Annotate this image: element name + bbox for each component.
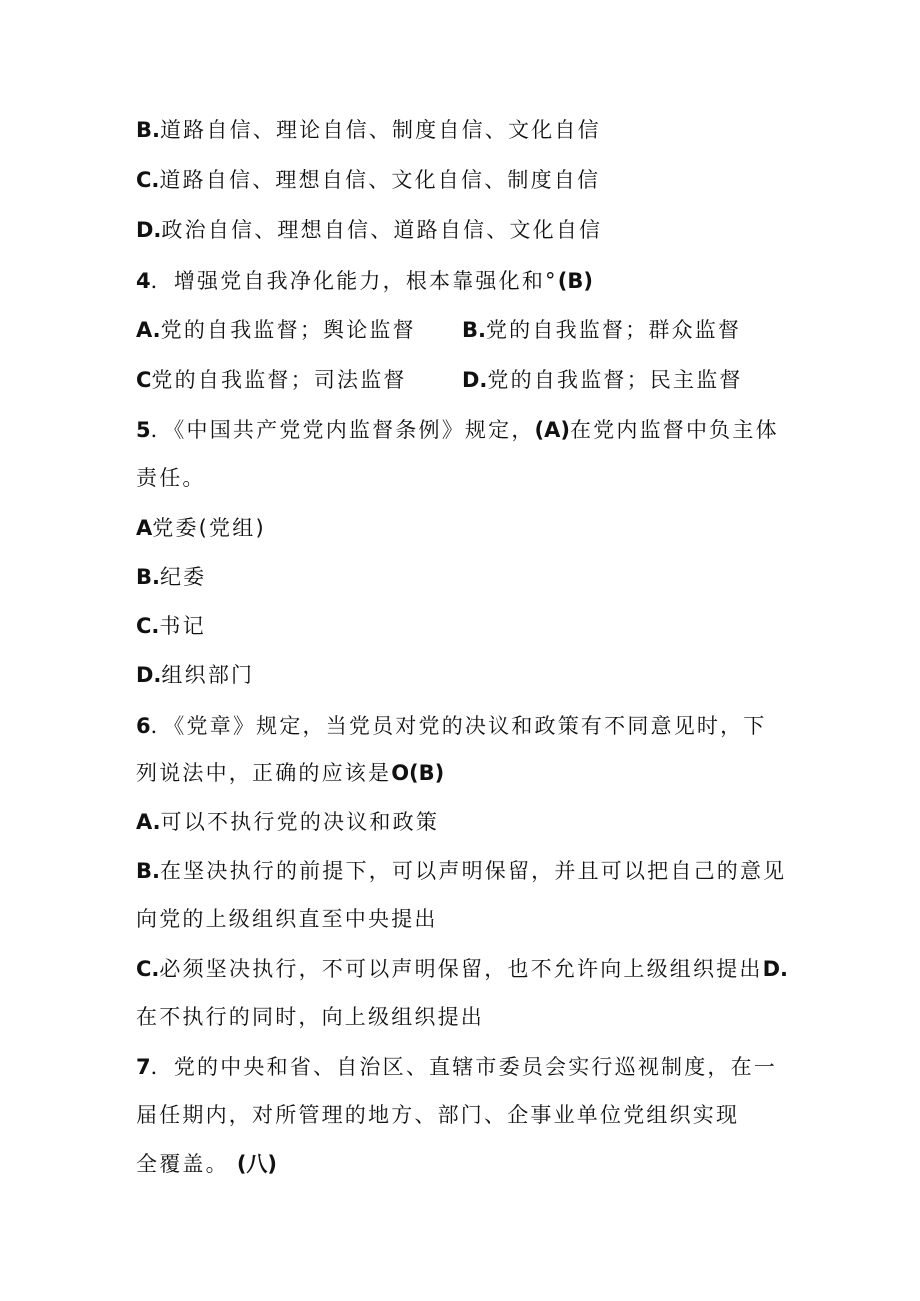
q7-stem-line3 <box>136 1150 277 1178</box>
option-text: 组织部门 <box>161 663 255 687</box>
option-label-d: D. <box>762 957 789 981</box>
q3-option-b <box>136 116 601 144</box>
question-text-cont: 列说法中，正确的应该是 <box>136 761 392 785</box>
question-number: 5 <box>136 418 151 442</box>
option-label: D. <box>136 663 162 687</box>
option-text: 党的自我监督；司法监督 <box>151 368 407 392</box>
q5-stem <box>136 416 779 444</box>
question-text-cont: 全覆盖。 <box>136 1152 229 1176</box>
q6-stem-line2 <box>136 759 444 787</box>
q6-option-d-line2: 在不执行的同时，向上级组织提出 <box>136 1005 484 1029</box>
q3-option-c <box>136 166 600 194</box>
question-answer: (八) <box>236 1152 278 1176</box>
option-label: A. <box>136 810 161 834</box>
option-label: B. <box>136 118 160 142</box>
option-label: C <box>136 368 152 392</box>
option-text: 道路自信、理论自信、制度自信、文化自信 <box>159 118 601 142</box>
q3-option-d <box>136 216 602 244</box>
q4-option-b <box>462 316 741 344</box>
option-text: 党的自我监督；民主监督 <box>487 368 743 392</box>
option-label: C. <box>136 614 160 638</box>
question-number: 4 <box>136 269 151 293</box>
q5-stem-line2: 责任。 <box>136 466 206 490</box>
question-text: ．《中国共产党党内监督条例》规定， <box>150 418 535 442</box>
option-text: 党的自我监督；舆论监督 <box>160 318 416 342</box>
question-number: 6 <box>136 714 151 738</box>
q4-option-a <box>136 318 416 342</box>
option-text: 党的自我监督；群众监督 <box>485 318 742 342</box>
q4-options-ab <box>136 316 416 344</box>
q6-stem <box>136 712 767 740</box>
q7-stem <box>136 1053 777 1081</box>
option-text: 党委(党组) <box>152 516 266 540</box>
option-label: C. <box>136 168 160 192</box>
option-text: 政治自信、理想自信、道路自信、文化自信 <box>161 218 603 242</box>
question-text: ．《党章》规定，当党员对党的决议和政策有不同意见时，下 <box>150 714 767 738</box>
option-label: A <box>136 516 153 540</box>
q7-stem-line2: 届任期内，对所管理的地方、部门、企事业单位党组织实现 <box>136 1103 740 1127</box>
q5-option-a <box>136 514 266 542</box>
option-text: 道路自信、理想自信、文化自信、制度自信 <box>159 168 601 192</box>
option-text: 可以不执行党的决议和政策 <box>160 810 440 834</box>
q6-option-b <box>136 857 786 885</box>
question-answer: (B) <box>557 269 593 293</box>
option-label: B. <box>136 565 160 589</box>
question-text-cont: 在党内监督中负主体 <box>569 418 779 442</box>
q6-option-b-line2: 向党的上级组织直至中央提出 <box>136 907 438 931</box>
q5-option-d <box>136 661 254 689</box>
q5-option-c <box>136 612 206 640</box>
option-label: D. <box>136 218 162 242</box>
option-label: C. <box>136 957 160 981</box>
option-label: D. <box>462 368 488 392</box>
question-answer: (A) <box>534 418 570 442</box>
q4-stem <box>136 267 593 295</box>
question-number: 7 <box>136 1055 151 1079</box>
option-text: 在坚决执行的前提下，可以声明保留，并且可以把自己的意见 <box>159 859 787 883</box>
question-answer: O(B) <box>391 761 445 785</box>
q4-option-c <box>136 366 407 394</box>
question-text: ．增强党自我净化能力，根本靠强化和° <box>150 269 558 293</box>
option-text: 纪委 <box>159 565 207 589</box>
option-label: B. <box>136 859 160 883</box>
option-label: B. <box>462 318 486 342</box>
q5-option-b <box>136 563 206 591</box>
q4-option-d <box>462 366 743 394</box>
q6-option-c <box>136 955 788 983</box>
q6-option-a <box>136 808 439 836</box>
option-label: A. <box>136 318 161 342</box>
question-text: ．党的中央和省、自治区、直辖市委员会实行巡视制度，在一 <box>150 1055 778 1079</box>
option-text: 必须坚决执行，不可以声明保留，也不允许向上级组织提出 <box>159 957 763 981</box>
option-text: 书记 <box>159 614 206 638</box>
